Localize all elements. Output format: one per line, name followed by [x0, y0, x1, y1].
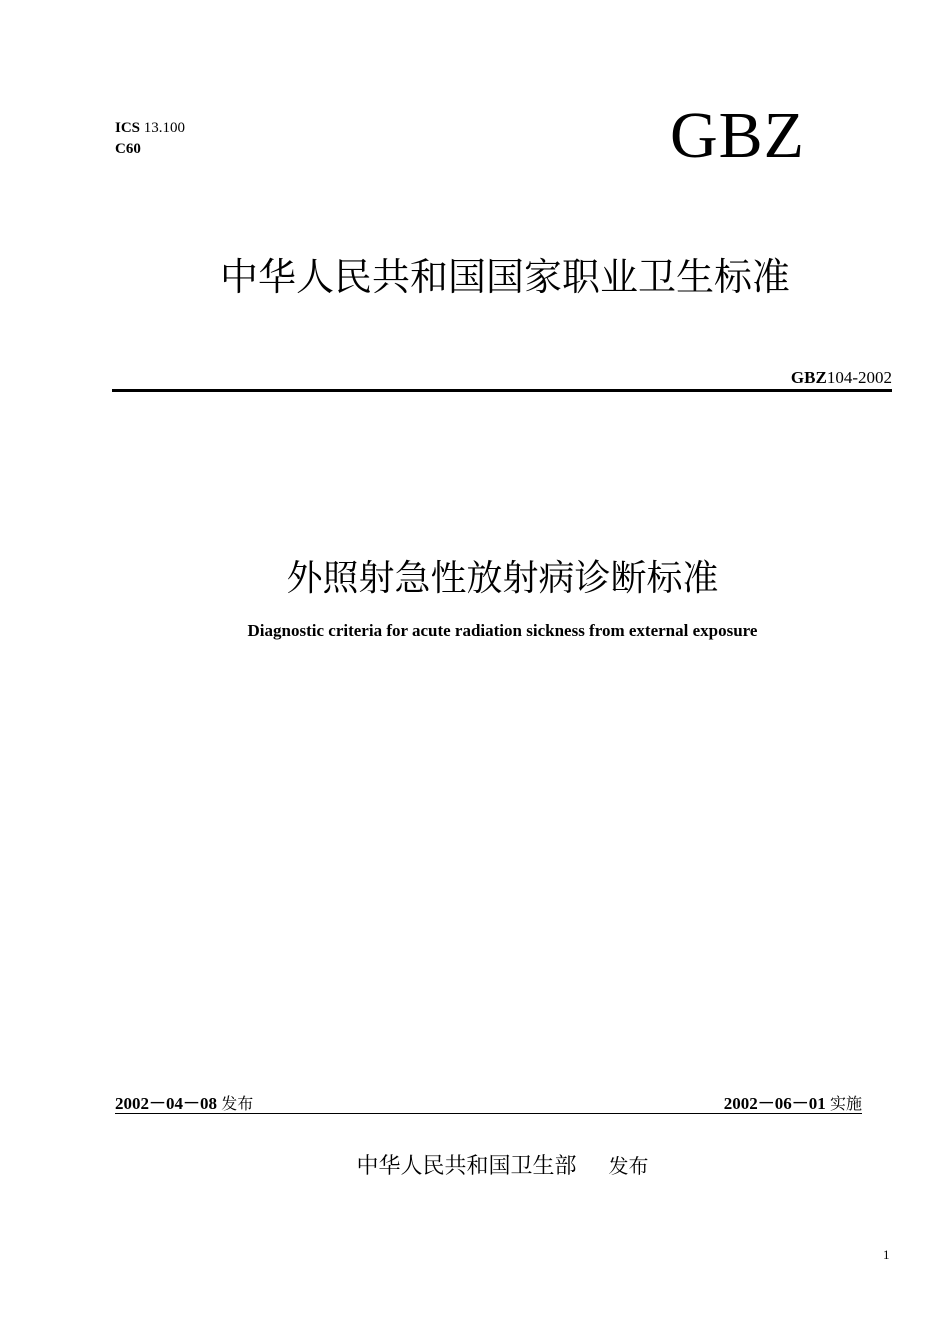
header-divider: [112, 389, 892, 392]
issue-date-block: [115, 1093, 253, 1115]
standard-number-prefix: GBZ: [790, 368, 827, 387]
effective-date: 2002－06－01: [723, 1094, 826, 1113]
ccs-code: C60: [115, 141, 141, 157]
issue-label: 发布: [221, 1094, 254, 1113]
page-number: 1: [883, 1247, 890, 1262]
standard-number-value: 104-2002: [826, 368, 892, 387]
classification-codes: [115, 118, 185, 160]
ccs-line: [115, 139, 185, 160]
effective-date-block: [724, 1093, 862, 1115]
standard-number: [791, 367, 892, 389]
document-title-en: Diagnostic criteria for acute radiation sickness from external exposure: [247, 621, 758, 640]
issuer-row: [0, 1151, 950, 1182]
document-title-cn: 外照射急性放射病诊断标准: [286, 558, 719, 599]
effective-label: 实施: [829, 1094, 862, 1113]
issue-date: 2002－04－08: [115, 1094, 217, 1113]
ics-label: ICS: [115, 120, 141, 136]
ics-line: [115, 118, 185, 139]
national-standard-title: 中华人民共和国国家职业卫生标准: [219, 255, 790, 299]
date-row: [115, 1093, 862, 1115]
gbz-logo: GBZ: [670, 99, 805, 172]
date-divider: [115, 1113, 862, 1114]
issuer-action: 发布: [608, 1154, 649, 1178]
ics-code: 13.100: [143, 120, 186, 136]
issuer-name: 中华人民共和国卫生部: [356, 1154, 577, 1179]
